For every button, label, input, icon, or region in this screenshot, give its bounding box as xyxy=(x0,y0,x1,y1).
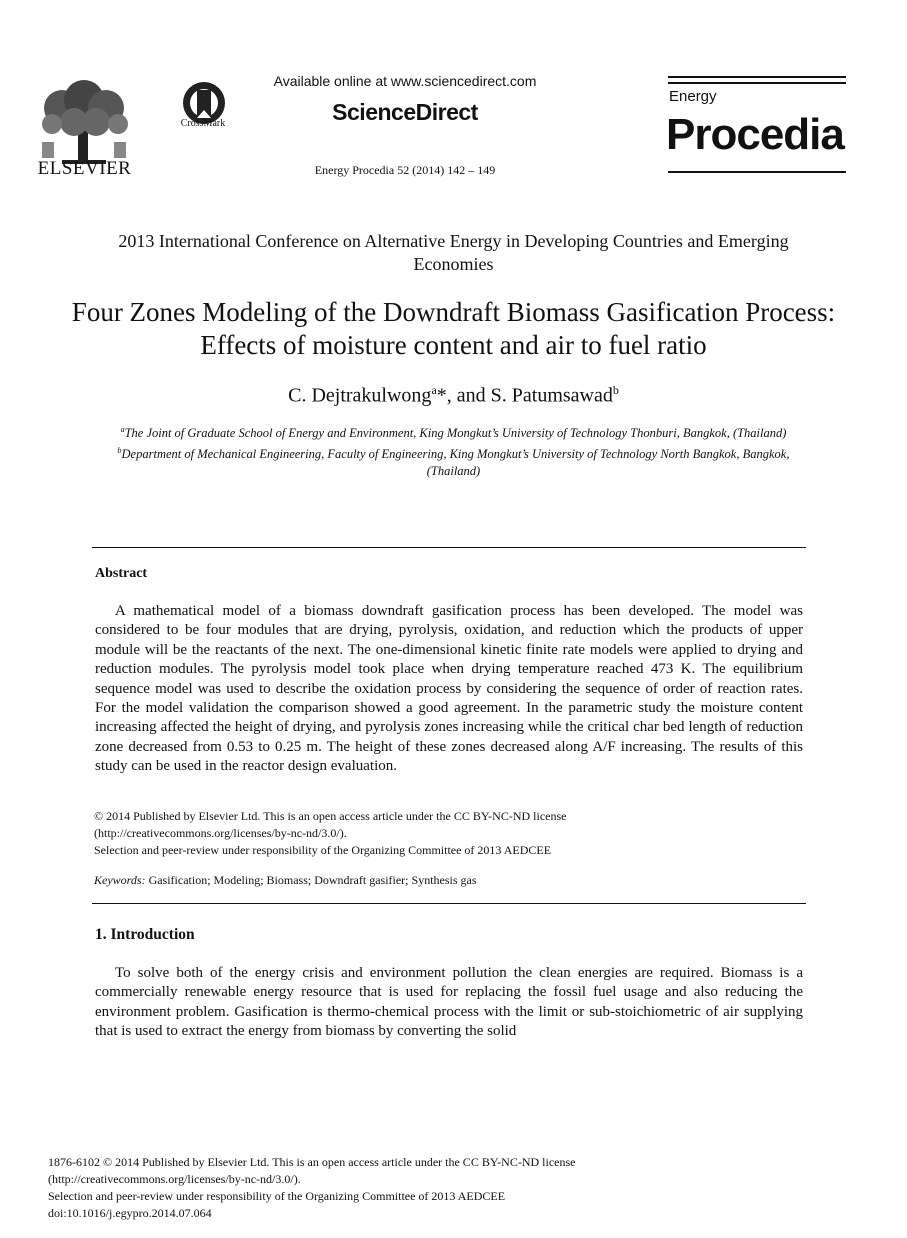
paper-title: Four Zones Modeling of the Downdraft Biomass Gasification Process: Effects of moisture content and air to fuel ratio xyxy=(71,297,836,360)
author-name: *, and S. Patumsawad xyxy=(436,384,613,407)
affiliations xyxy=(110,421,797,480)
crossmark-label: CrossMark xyxy=(180,118,226,129)
affiliation-a xyxy=(110,421,797,442)
affiliation-text: The Joint of Graduate School of Energy and Environment, King Mongkut’s University of Technology Thonburi, Bangkok, (Thailand) xyxy=(124,426,787,441)
affiliation-marker: b xyxy=(612,383,619,397)
keywords xyxy=(94,873,802,888)
author-name: C. Dejtrakulwong xyxy=(288,384,432,407)
affiliation-text: Department of Mechanical Engineering, Faculty of Engineering, King Mongkut’s University of Technology North Bangkok, Bangkok, (Thailand) xyxy=(121,447,790,479)
conference-name: 2013 International Conference on Alternative Energy in Developing Countries and Emerging Economies xyxy=(118,231,789,274)
copyright-line: © 2014 Published by Elsevier Ltd. This is an open access article under the CC BY-NC-ND license xyxy=(94,809,567,823)
footer-license-link[interactable]: (http://creativecommons.org/licenses/by-nc-nd/3.0/). xyxy=(48,1172,301,1186)
affiliation-b xyxy=(110,442,797,480)
abstract-body: A mathematical model of a biomass downdraft gasification process has been developed. The model was considered to be four modules that are drying, pyrolysis, oxidation, and reduction which the products of upper module will be the reactants of the next. The one-dimensional kinetic finite rate models were applied to drying and reduction modules. The pyrolysis model took place when drying temperature reached 473 K. The equilibrium sequence model was used to describe the oxidation process by considering the sequence of order of reaction rates. For the model validation the comparison showed a good agreement. In the parametric study the moisture content increasing affected the height of drying, and pyrolysis zones increasing while the critical char bed length of reduction zone decreased from 0.53 to 0.25 m. The height of these zones decreased along A/F increasing. The results of this study can be used in the reactor design evaluation. xyxy=(95,603,803,775)
journal-logo-rule xyxy=(668,171,846,173)
license-link[interactable]: (http://creativecommons.org/licenses/by-nc-nd/3.0/). xyxy=(94,826,347,840)
divider xyxy=(92,547,806,548)
sciencedirect-logo[interactable]: ScienceDirect xyxy=(332,99,478,125)
copyright-line: Selection and peer-review under responsibility of the Organizing Committee of 2013 AEDCEE xyxy=(94,843,552,857)
available-online-link[interactable]: Available online at www.sciencedirect.com xyxy=(273,73,537,89)
divider xyxy=(92,903,806,904)
elsevier-wordmark: ELSEVIER xyxy=(37,158,132,179)
page-footer xyxy=(48,1154,808,1222)
affiliation-marker: a xyxy=(431,383,437,397)
abstract-heading: Abstract xyxy=(95,566,148,581)
keywords-label: Keywords: xyxy=(94,873,146,887)
journal-logo-rule xyxy=(668,82,846,84)
copyright-notice xyxy=(94,808,802,859)
journal-logo-small: Energy xyxy=(669,88,717,105)
affiliation-marker: a xyxy=(120,425,125,434)
journal-reference: Energy Procedia 52 (2014) 142 – 149 xyxy=(314,163,496,177)
keywords-list: Gasification; Modeling; Biomass; Downdraft gasifier; Synthesis gas xyxy=(145,873,477,887)
journal-logo-rule xyxy=(668,76,846,78)
doi-link[interactable]: doi:10.1016/j.egypro.2014.07.064 xyxy=(48,1206,212,1220)
affiliation-marker: b xyxy=(117,446,122,456)
footer-line: Selection and peer-review under responsibility of the Organizing Committee of 2013 AEDCEE xyxy=(48,1189,506,1203)
introduction-body: To solve both of the energy crisis and environment pollution the clean energies are required. Biomass is a commercially renewable energy resource that is used for replacing the fossil fuel usage and also reducing the environment problem. Gasification is thermo-chemical process with the limit or sub-stoichiometric of air supplying that is used to extract the energy from biomass by converting the solid xyxy=(95,965,803,1040)
section-heading-introduction: 1. Introduction xyxy=(95,926,195,943)
journal-logo-large: Procedia xyxy=(666,110,844,159)
footer-line: 1876-6102 © 2014 Published by Elsevier Ltd. This is an open access article under the CC BY-NC-ND license xyxy=(48,1155,576,1169)
author-list xyxy=(90,383,817,408)
